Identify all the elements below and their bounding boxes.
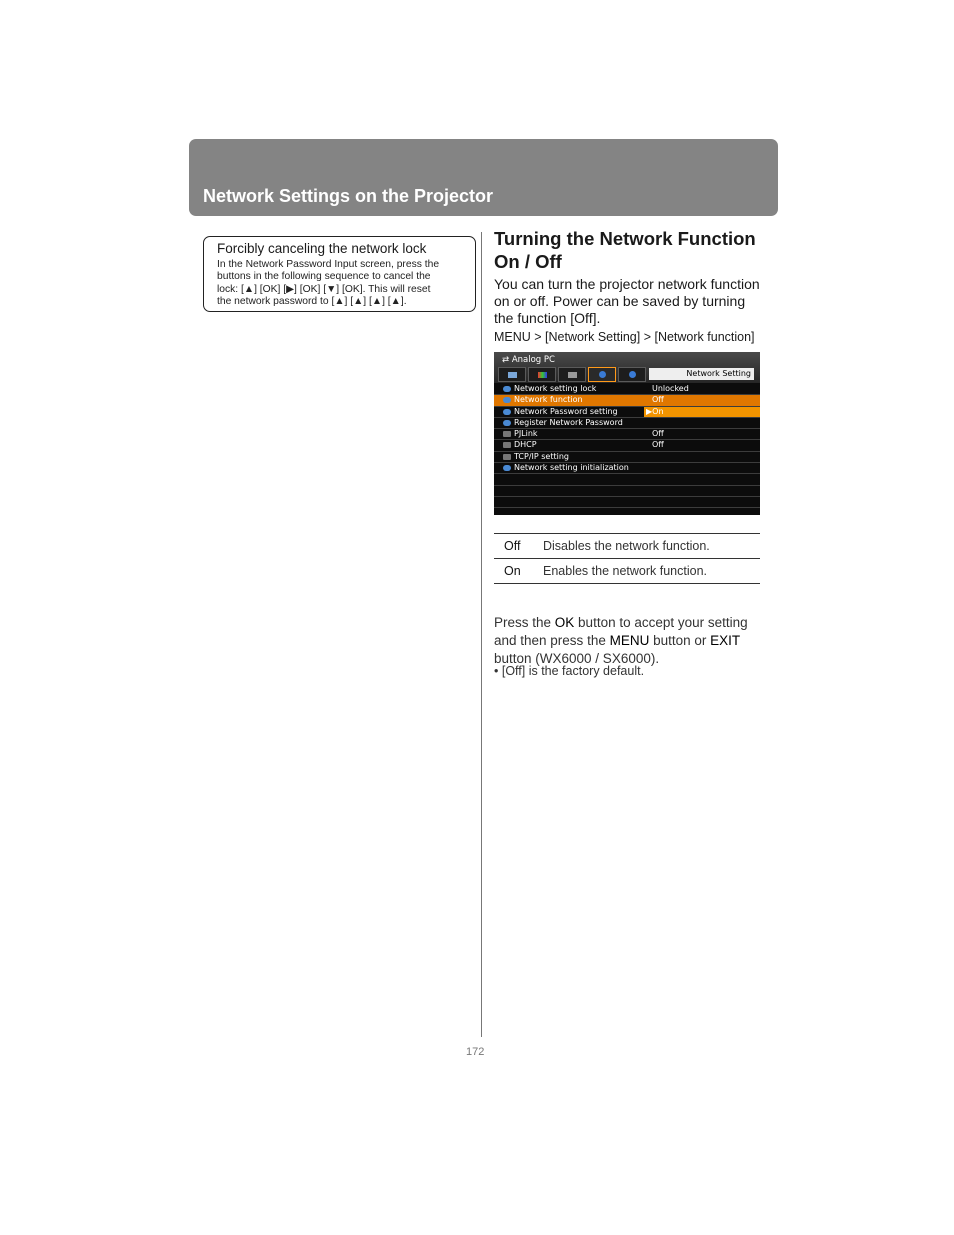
options-table	[494, 533, 760, 584]
init-icon	[503, 465, 511, 471]
input-source-icon: ⇄	[502, 355, 512, 365]
osd-value-arrow: ▶On	[646, 406, 664, 416]
osd-tab-color	[528, 367, 556, 382]
osd-row: Register Network Password	[494, 418, 760, 429]
note-line: lock: [▲] [OK] [▶] [OK] [▼] [OK]. This will reset	[217, 283, 431, 295]
note-body	[217, 259, 469, 309]
osd-row: TCP/IP setting	[494, 452, 760, 463]
ok-button-label: OK	[554, 614, 575, 630]
osd-topbar	[494, 352, 760, 383]
column-divider	[481, 232, 482, 1037]
osd-row-empty	[494, 497, 760, 508]
globe-icon	[503, 397, 511, 403]
exit-button-label: EXIT	[710, 632, 740, 648]
option-desc: Disables the network function.	[543, 534, 760, 559]
osd-row: PJLink Off	[494, 429, 760, 440]
osd-row: Network setting lock Unlocked	[494, 384, 760, 395]
osd-tab-install	[558, 367, 586, 382]
osd-tab-image	[498, 367, 526, 382]
note-line: the network password to [▲] [▲] [▲] [▲].	[217, 296, 407, 308]
pjlink-icon	[503, 431, 511, 437]
menu-button-label: MENU	[609, 632, 650, 648]
bullet-note: • [Off] is the factory default.	[494, 664, 645, 678]
osd-tab-network	[588, 367, 616, 382]
section-intro: You can turn the projector network function on or off. Power can be saved by turning the function [Off].	[494, 276, 760, 326]
section-header	[189, 139, 778, 216]
osd-tab-info	[618, 367, 646, 382]
register-icon	[503, 420, 511, 426]
osd-input-label: ⇄ Analog PC	[502, 355, 555, 365]
table-row	[494, 559, 760, 584]
dhcp-icon	[503, 442, 511, 448]
section-title: Turning the Network Function On / Off	[494, 228, 756, 272]
osd-row-empty	[494, 508, 760, 515]
osd-row: Network setting initialization	[494, 463, 760, 474]
note-line: In the Network Password Input screen, press the	[217, 259, 440, 270]
section-header-title: Network Settings on the Projector	[203, 186, 494, 206]
osd-row: Network Password setting ▶On	[494, 407, 760, 418]
page-number: 172	[466, 1046, 485, 1058]
lock-network-icon	[503, 386, 511, 392]
option-key: On	[494, 559, 543, 584]
note-box	[203, 236, 476, 312]
option-desc: Enables the network function.	[543, 559, 760, 584]
osd-menu-list	[494, 384, 760, 515]
tcpip-icon	[503, 454, 511, 460]
table-row	[494, 534, 760, 559]
password-icon	[503, 409, 511, 415]
osd-row-empty	[494, 474, 760, 485]
note-title: Forcibly canceling the network lock	[217, 241, 427, 256]
instruction-text: Press the OK button to accept your setting and then press the MENU button or EXIT button (WX6000 / SX6000).	[494, 614, 748, 666]
osd-row: DHCP Off	[494, 440, 760, 451]
osd-tabbar	[498, 367, 646, 382]
osd-row-selected: Network function Off	[494, 395, 760, 406]
option-key: Off	[494, 534, 543, 559]
osd-screenshot	[494, 352, 760, 515]
osd-title: Network Setting	[649, 368, 754, 380]
osd-row-empty	[494, 486, 760, 497]
menu-path: MENU > [Network Setting] > [Network function]	[494, 330, 755, 344]
note-line: buttons in the following sequence to cancel the	[217, 271, 431, 283]
